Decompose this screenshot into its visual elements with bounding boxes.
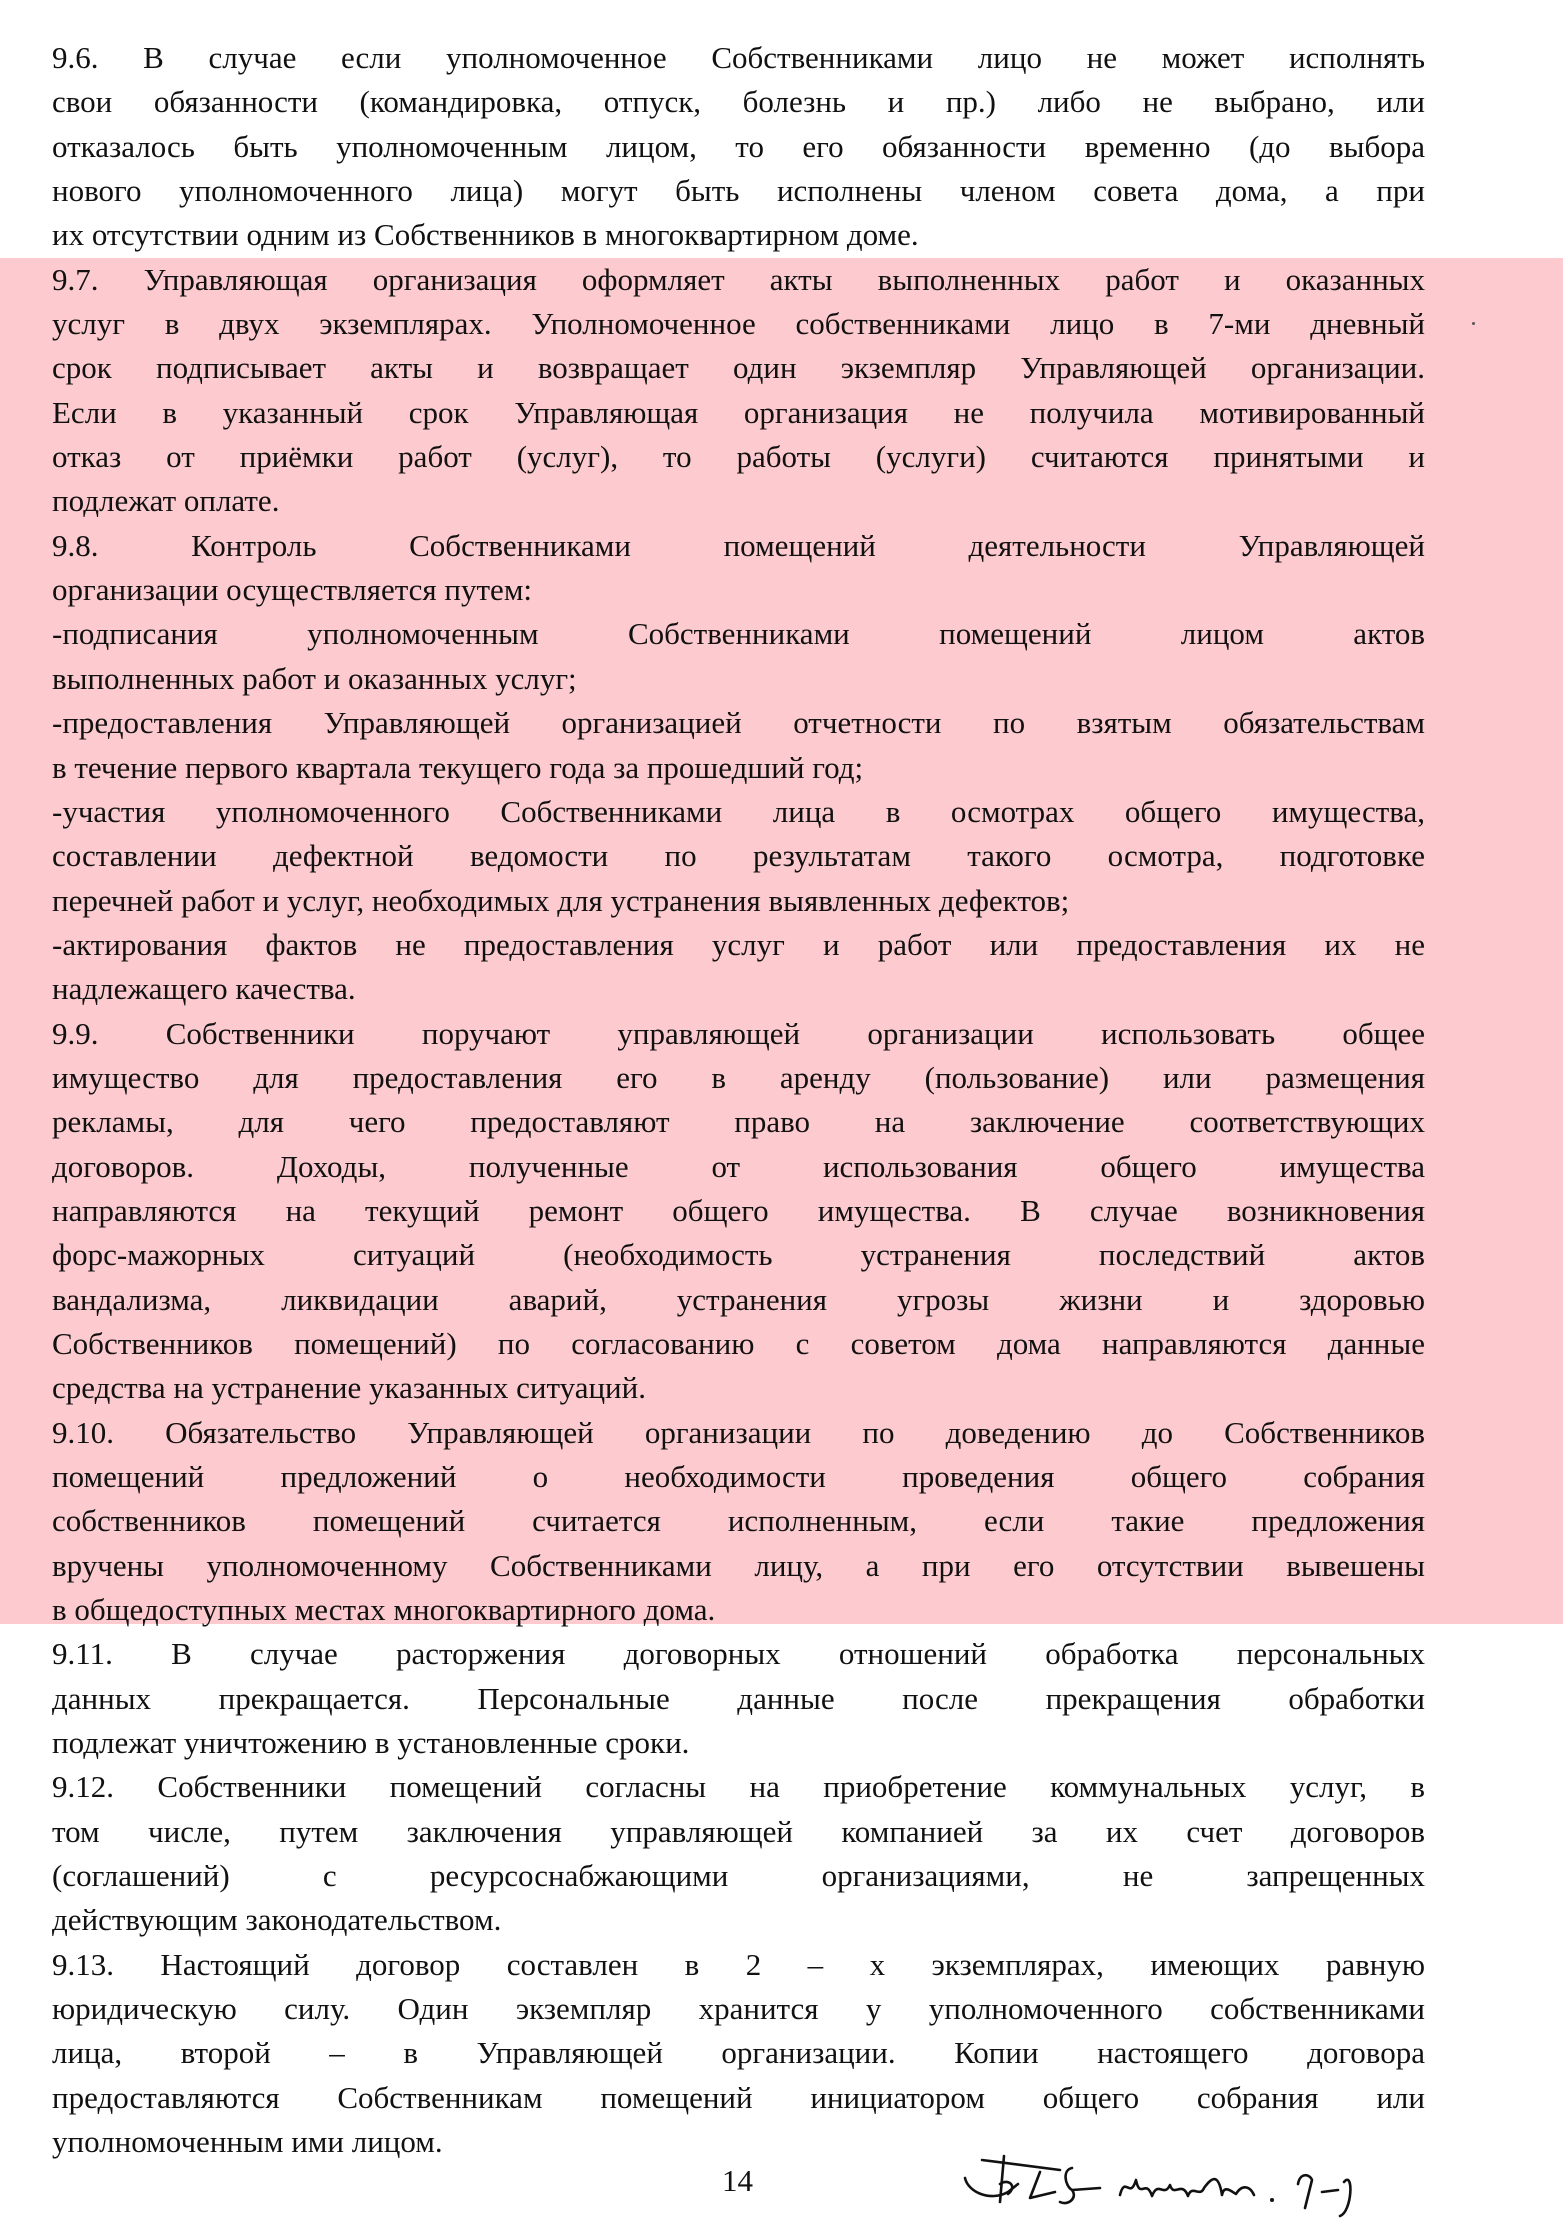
paragraph-9-11 xyxy=(52,1632,1425,1765)
text-line: нового уполномоченного лица) могут быть исполнены членом совета дома, а при xyxy=(52,173,1425,209)
text-line: перечней работ и услуг, необходимых для устранения выявленных дефектов; xyxy=(52,882,1070,918)
text-line: организации осуществляется путем: xyxy=(52,572,533,608)
text-line: вручены уполномоченному Собственниками лицу, а при его отсутствии вывешены xyxy=(52,1547,1425,1583)
text-line: вандализма, ликвидации аварий, устранения угрозы жизни и здоровью xyxy=(52,1281,1425,1317)
text-line: Если в указанный срок Управляющая организация не получила мотивированный xyxy=(52,394,1425,430)
handwritten-signature-icon xyxy=(960,2140,1560,2220)
text-line: том числе, путем заключения управляющей компанией за их счет договоров xyxy=(52,1813,1425,1849)
text-line: отказ от приёмки работ (услуг), то работы (услуги) считаются принятыми и xyxy=(52,439,1425,475)
text-line: 9.9. Собственники поручают управляющей организации использовать общее xyxy=(52,1015,1425,1051)
text-line: предоставляются Собственникам помещений инициатором общего собрания или xyxy=(52,2079,1425,2115)
text-line: Собственников помещений) по согласованию с советом дома направляются данные xyxy=(52,1325,1425,1361)
text-line: собственников помещений считается исполненным, если такие предложения xyxy=(52,1503,1425,1539)
text-line: -подписания уполномоченным Собственниками помещений лицом актов xyxy=(52,616,1425,652)
text-line: действующим законодательством. xyxy=(52,1902,502,1938)
document-body xyxy=(52,36,1425,2165)
text-line: -предоставления Управляющей организацией отчетности по взятым обязательствам xyxy=(52,705,1425,741)
text-line: свои обязанности (командировка, отпуск, болезнь и пр.) либо не выбрано, или xyxy=(52,84,1425,120)
paragraph-9-6 xyxy=(52,36,1425,258)
text-line: 9.12. Собственники помещений согласны на приобретение коммунальных услуг, в xyxy=(52,1769,1425,1805)
text-line: услуг в двух экземплярах. Уполномоченное собственниками лицо в 7-ми дневный xyxy=(52,306,1425,342)
paragraph-9-7 xyxy=(52,258,1425,524)
paragraph-9-12 xyxy=(52,1765,1425,1942)
text-line: лица, второй – в Управляющей организации. Копии настоящего договора xyxy=(52,2035,1425,2071)
text-line: (соглашений) с ресурсоснабжающими организациями, не запрещенных xyxy=(52,1858,1425,1894)
text-line: форс-мажорных ситуаций (необходимость устранения последствий актов xyxy=(52,1237,1425,1273)
text-line: выполненных работ и оказанных услуг; xyxy=(52,660,577,696)
text-line: подлежат оплате. xyxy=(52,483,280,519)
text-line: помещений предложений о необходимости проведения общего собрания xyxy=(52,1459,1425,1494)
paragraph-9-10 xyxy=(52,1411,1425,1633)
text-line: их отсутствии одним из Собственников в многоквартирном доме. xyxy=(52,217,919,253)
text-line: 9.7. Управляющая организация оформляет акты выполненных работ и оказанных xyxy=(52,261,1425,297)
paragraph-9-8 xyxy=(52,524,1425,1012)
text-line: рекламы, для чего предоставляют право на заключение соответствующих xyxy=(52,1104,1425,1140)
text-line: направляются на текущий ремонт общего имущества. В случае возникновения xyxy=(52,1192,1425,1228)
text-line: составлении дефектной ведомости по результатам такого осмотра, подготовке xyxy=(52,838,1425,874)
paragraph-9-13 xyxy=(52,1943,1425,2165)
text-line: подлежат уничтожению в установленные сроки. xyxy=(52,1725,690,1761)
text-line: уполномоченным ими лицом. xyxy=(52,2124,443,2160)
text-line: отказалось быть уполномоченным лицом, то его обязанности временно (до выбора xyxy=(52,128,1425,164)
scan-artifact xyxy=(1472,322,1475,325)
text-line: в общедоступных местах многоквартирного дома. xyxy=(52,1592,716,1628)
page-number: 14 xyxy=(722,2163,753,2198)
text-line: -участия уполномоченного Собственниками лица в осмотрах общего имущества, xyxy=(52,793,1425,829)
text-line: 9.10. Обязательство Управляющей организации по доведению до Собственников xyxy=(52,1414,1425,1450)
text-line: надлежащего качества. xyxy=(52,971,356,1007)
text-line: в течение первого квартала текущего года за прошедший год; xyxy=(52,749,864,785)
text-line: данных прекращается. Персональные данные после прекращения обработки xyxy=(52,1680,1425,1716)
text-line: -актирования фактов не предоставления услуг и работ или предоставления их не xyxy=(52,926,1425,962)
text-line: средства на устранение указанных ситуаций. xyxy=(52,1370,646,1406)
text-line: договоров. Доходы, полученные от использования общего имущества xyxy=(52,1148,1425,1184)
text-line: юридическую силу. Один экземпляр хранится у уполномоченного собственниками xyxy=(52,1991,1425,2027)
paragraph-9-9 xyxy=(52,1012,1425,1411)
text-line: срок подписывает акты и возвращает один экземпляр Управляющей организации. xyxy=(52,350,1425,386)
text-line: 9.6. В случае если уполномоченное Собственниками лицо не может исполнять xyxy=(52,40,1425,75)
text-line: имущество для предоставления его в аренду (пользование) или размещения xyxy=(52,1059,1425,1095)
text-line: 9.13. Настоящий договор составлен в 2 – х экземплярах, имеющих равную xyxy=(52,1946,1425,1982)
text-line: 9.8. Контроль Собственниками помещений деятельности Управляющей xyxy=(52,527,1425,563)
text-line: 9.11. В случае расторжения договорных отношений обработка персональных xyxy=(52,1636,1425,1672)
